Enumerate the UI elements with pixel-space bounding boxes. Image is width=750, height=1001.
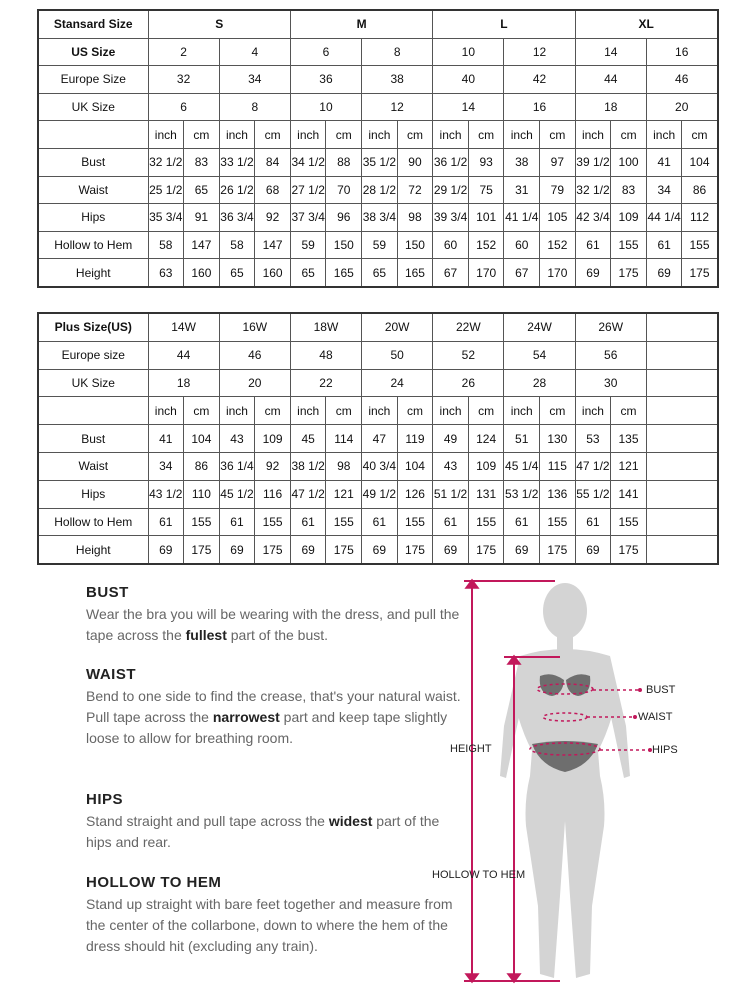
- unit-inch: inch: [433, 397, 469, 425]
- measure-value: 100: [611, 148, 647, 176]
- measure-value: 42 3/4: [575, 204, 611, 232]
- plus-size-table: [37, 312, 719, 565]
- plus-measure-value: 126: [397, 480, 433, 508]
- plus-measure-value: 45 1/2: [219, 480, 255, 508]
- plus-measure-value: 55 1/2: [575, 480, 611, 508]
- plus-measure-label: Waist: [38, 452, 148, 480]
- plus-measure-row: [38, 452, 718, 480]
- plus-eu-value: 56: [575, 341, 646, 369]
- measure-value: 39 1/2: [575, 148, 611, 176]
- plus-measure-value: 155: [326, 508, 362, 536]
- plus-uk-value: 28: [504, 369, 575, 397]
- plus-measure-value: 175: [540, 536, 576, 564]
- uk-size-value: 18: [575, 93, 646, 121]
- eu-size-value: 36: [290, 66, 361, 94]
- plus-measure-value: 175: [611, 536, 647, 564]
- plus-blank: [646, 425, 718, 453]
- measure-value: 29 1/2: [433, 176, 469, 204]
- unit-cm: cm: [184, 121, 220, 149]
- unit-row: [38, 121, 718, 149]
- measure-value: 147: [184, 231, 220, 259]
- plus-measure-value: 45 1/4: [504, 452, 540, 480]
- measure-value: 84: [255, 148, 291, 176]
- plus-measure-value: 109: [468, 452, 504, 480]
- unit-cm: cm: [611, 121, 647, 149]
- measure-row: [38, 204, 718, 232]
- unit-inch: inch: [575, 121, 611, 149]
- measure-value: 36 1/2: [433, 148, 469, 176]
- plus-measure-row: [38, 480, 718, 508]
- plus-measure-value: 38 1/2: [290, 452, 326, 480]
- plus-eu-value: 48: [290, 341, 361, 369]
- uk-size-value: 20: [646, 93, 717, 121]
- unit-cm: cm: [397, 121, 433, 149]
- measure-value: 170: [540, 259, 576, 287]
- eu-size-value: 34: [219, 66, 290, 94]
- measure-value: 38: [504, 148, 540, 176]
- unit-inch: inch: [219, 397, 255, 425]
- measure-value: 86: [682, 176, 718, 204]
- plus-measure-value: 121: [326, 480, 362, 508]
- us-size-value: 2: [148, 38, 219, 66]
- plus-measure-value: 119: [397, 425, 433, 453]
- measure-value: 109: [611, 204, 647, 232]
- unit-inch: inch: [219, 121, 255, 149]
- unit-cm: cm: [255, 121, 291, 149]
- measure-value: 67: [433, 259, 469, 287]
- plus-measure-value: 155: [184, 508, 220, 536]
- uk-size-value: 14: [433, 93, 504, 121]
- measure-row: [38, 176, 718, 204]
- plus-blank: [646, 369, 718, 397]
- plus-measure-value: 61: [290, 508, 326, 536]
- measure-value: 35 3/4: [148, 204, 184, 232]
- plus-measure-value: 155: [397, 508, 433, 536]
- measure-value: 59: [362, 231, 398, 259]
- measure-value: 170: [468, 259, 504, 287]
- plus-measure-value: 69: [219, 536, 255, 564]
- measure-value: 68: [255, 176, 291, 204]
- measure-value: 79: [540, 176, 576, 204]
- measure-value: 28 1/2: [362, 176, 398, 204]
- guide-hips-text: Stand straight and pull tape across the widest part of the hips and rear.: [86, 813, 440, 850]
- plus-measure-label: Hollow to Hem: [38, 508, 148, 536]
- uk-size-value: 6: [148, 93, 219, 121]
- plus-measure-value: 47: [362, 425, 398, 453]
- measure-value: 44 1/4: [646, 204, 682, 232]
- plus-size: 22W: [433, 313, 504, 341]
- plus-measure-value: 69: [504, 536, 540, 564]
- plus-measure-value: 49: [433, 425, 469, 453]
- plus-measure-row: [38, 536, 718, 564]
- measure-value: 75: [468, 176, 504, 204]
- uk-size-value: 10: [290, 93, 361, 121]
- measure-value: 147: [255, 231, 291, 259]
- plus-eu-value: 52: [433, 341, 504, 369]
- measure-value: 36 3/4: [219, 204, 255, 232]
- unit-cm: cm: [397, 397, 433, 425]
- eu-size-value: 46: [646, 66, 717, 94]
- measure-value: 98: [397, 204, 433, 232]
- size-header-row: [38, 10, 718, 38]
- measure-value: 150: [326, 231, 362, 259]
- measure-value: 33 1/2: [219, 148, 255, 176]
- measure-label: Hollow to Hem: [38, 231, 148, 259]
- measure-value: 88: [326, 148, 362, 176]
- unit-cm: cm: [255, 397, 291, 425]
- measure-value: 34: [646, 176, 682, 204]
- us-size-value: 16: [646, 38, 717, 66]
- plus-measure-value: 53 1/2: [504, 480, 540, 508]
- unit-cm: cm: [540, 121, 576, 149]
- guide-bust-text: Wear the bra you will be wearing with the dress, and pull the tape across the fullest part of the bust.: [86, 606, 460, 643]
- plus-measure-value: 51: [504, 425, 540, 453]
- measure-row: [38, 148, 718, 176]
- plus-measure-value: 43 1/2: [148, 480, 184, 508]
- measure-value: 70: [326, 176, 362, 204]
- plus-measure-row: [38, 508, 718, 536]
- unit-inch: inch: [433, 121, 469, 149]
- plus-measure-value: 41: [148, 425, 184, 453]
- uk-size-value: 8: [219, 93, 290, 121]
- measure-value: 165: [397, 259, 433, 287]
- measure-value: 65: [362, 259, 398, 287]
- unit-inch: inch: [575, 397, 611, 425]
- uk-size-value: 12: [362, 93, 433, 121]
- measure-value: 97: [540, 148, 576, 176]
- uk-size-row: [38, 93, 718, 121]
- measure-value: 37 3/4: [290, 204, 326, 232]
- measure-value: 175: [611, 259, 647, 287]
- plus-measure-value: 45: [290, 425, 326, 453]
- size-letter: S: [148, 10, 290, 38]
- plus-measure-value: 110: [184, 480, 220, 508]
- eu-size-value: 44: [575, 66, 646, 94]
- plus-uk-value: 22: [290, 369, 361, 397]
- eu-size-value: 40: [433, 66, 504, 94]
- plus-measure-row: [38, 425, 718, 453]
- plus-measure-value: 61: [219, 508, 255, 536]
- plus-measure-value: 175: [468, 536, 504, 564]
- measure-value: 155: [682, 231, 718, 259]
- us-size-row: [38, 38, 718, 66]
- measure-value: 69: [575, 259, 611, 287]
- us-size-value: 10: [433, 38, 504, 66]
- measure-value: 83: [611, 176, 647, 204]
- guide-hips-title: HIPS: [86, 791, 124, 808]
- measure-value: 175: [682, 259, 718, 287]
- plus-measure-value: 61: [148, 508, 184, 536]
- measure-value: 96: [326, 204, 362, 232]
- plus-size: 26W: [575, 313, 646, 341]
- plus-measure-value: 69: [575, 536, 611, 564]
- measure-value: 31: [504, 176, 540, 204]
- measure-value: 155: [611, 231, 647, 259]
- plus-measure-value: 114: [326, 425, 362, 453]
- measure-value: 83: [184, 148, 220, 176]
- plus-measure-value: 115: [540, 452, 576, 480]
- plus-blank: [646, 397, 718, 425]
- measure-value: 160: [255, 259, 291, 287]
- plus-blank: [646, 480, 718, 508]
- plus-eu-value: 46: [219, 341, 290, 369]
- measure-value: 34 1/2: [290, 148, 326, 176]
- measure-value: 150: [397, 231, 433, 259]
- us-size-label: US Size: [38, 38, 148, 66]
- unit-cm: cm: [184, 397, 220, 425]
- plus-measure-value: 69: [433, 536, 469, 564]
- measure-value: 160: [184, 259, 220, 287]
- plus-measure-value: 131: [468, 480, 504, 508]
- eu-size-value: 38: [362, 66, 433, 94]
- size-letter: XL: [575, 10, 717, 38]
- unit-cm: cm: [468, 121, 504, 149]
- measure-value: 61: [646, 231, 682, 259]
- plus-measure-value: 40 3/4: [362, 452, 398, 480]
- plus-size: 18W: [290, 313, 361, 341]
- guide-hollow-title: HOLLOW TO HEM: [86, 874, 222, 891]
- measure-value: 67: [504, 259, 540, 287]
- guide-waist-text: Bend to one side to find the crease, that's your natural waist. Pull tape across the narrowest part and keep tape slightly loose to allow for breathing room.: [86, 688, 461, 746]
- measure-value: 92: [255, 204, 291, 232]
- label-hollow-to-hem: HOLLOW TO HEM: [432, 869, 526, 881]
- us-size-value: 6: [290, 38, 361, 66]
- unit-cm: cm: [682, 121, 718, 149]
- plus-uk-value: 24: [362, 369, 433, 397]
- measure-value: 25 1/2: [148, 176, 184, 204]
- plus-measure-value: 155: [468, 508, 504, 536]
- measure-value: 72: [397, 176, 433, 204]
- plus-measure-value: 104: [397, 452, 433, 480]
- unit-row-blank: [38, 121, 148, 149]
- measure-value: 60: [504, 231, 540, 259]
- uk-size-label: UK Size: [38, 93, 148, 121]
- measure-value: 61: [575, 231, 611, 259]
- plus-measure-value: 61: [433, 508, 469, 536]
- plus-measure-value: 98: [326, 452, 362, 480]
- plus-size: 14W: [148, 313, 219, 341]
- unit-inch: inch: [290, 397, 326, 425]
- plus-measure-value: 43: [219, 425, 255, 453]
- size-header-label: Stansard Size: [38, 10, 148, 38]
- unit-cm: cm: [326, 121, 362, 149]
- measure-value: 93: [468, 148, 504, 176]
- guide-hips: [86, 791, 466, 853]
- plus-measure-value: 175: [184, 536, 220, 564]
- unit-inch: inch: [148, 397, 184, 425]
- plus-measure-value: 124: [468, 425, 504, 453]
- plus-measure-value: 47 1/2: [290, 480, 326, 508]
- measure-value: 58: [219, 231, 255, 259]
- plus-measure-label: Bust: [38, 425, 148, 453]
- plus-measure-value: 92: [255, 452, 291, 480]
- plus-header-row: [38, 313, 718, 341]
- plus-measure-label: Hips: [38, 480, 148, 508]
- plus-blank: [646, 341, 718, 369]
- measure-value: 32 1/2: [575, 176, 611, 204]
- measure-label: Hips: [38, 204, 148, 232]
- measure-value: 65: [219, 259, 255, 287]
- plus-measure-value: 116: [255, 480, 291, 508]
- plus-measure-value: 155: [540, 508, 576, 536]
- plus-uk-row: [38, 369, 718, 397]
- unit-cm: cm: [468, 397, 504, 425]
- plus-measure-value: 104: [184, 425, 220, 453]
- plus-eu-label: Europe size: [38, 341, 148, 369]
- plus-size: 24W: [504, 313, 575, 341]
- measure-value: 65: [184, 176, 220, 204]
- plus-measure-value: 61: [504, 508, 540, 536]
- label-height: HEIGHT: [450, 743, 492, 755]
- measure-value: 35 1/2: [362, 148, 398, 176]
- uk-size-value: 16: [504, 93, 575, 121]
- us-size-value: 14: [575, 38, 646, 66]
- plus-measure-value: 141: [611, 480, 647, 508]
- measure-value: 90: [397, 148, 433, 176]
- plus-measure-value: 121: [611, 452, 647, 480]
- body-silhouette-icon: [430, 576, 730, 996]
- measure-value: 26 1/2: [219, 176, 255, 204]
- measure-label: Waist: [38, 176, 148, 204]
- measure-value: 38 3/4: [362, 204, 398, 232]
- measure-value: 105: [540, 204, 576, 232]
- unit-inch: inch: [362, 397, 398, 425]
- unit-inch: inch: [646, 121, 682, 149]
- label-waist: WAIST: [638, 711, 673, 723]
- unit-cm: cm: [540, 397, 576, 425]
- plus-measure-value: 53: [575, 425, 611, 453]
- plus-size: 16W: [219, 313, 290, 341]
- measure-label: Bust: [38, 148, 148, 176]
- guide-waist: [86, 666, 466, 749]
- plus-blank: [646, 313, 718, 341]
- label-hips: HIPS: [652, 744, 678, 756]
- measure-value: 63: [148, 259, 184, 287]
- plus-unit-blank: [38, 397, 148, 425]
- measure-value: 60: [433, 231, 469, 259]
- unit-inch: inch: [504, 121, 540, 149]
- plus-measure-value: 175: [326, 536, 362, 564]
- plus-size: 20W: [362, 313, 433, 341]
- us-size-value: 8: [362, 38, 433, 66]
- eu-size-label: Europe Size: [38, 66, 148, 94]
- measure-value: 69: [646, 259, 682, 287]
- measure-value: 59: [290, 231, 326, 259]
- plus-measure-value: 175: [255, 536, 291, 564]
- plus-measure-value: 61: [362, 508, 398, 536]
- plus-header-label: Plus Size(US): [38, 313, 148, 341]
- us-size-value: 12: [504, 38, 575, 66]
- measure-value: 27 1/2: [290, 176, 326, 204]
- eu-size-value: 32: [148, 66, 219, 94]
- plus-measure-value: 136: [540, 480, 576, 508]
- plus-measure-value: 155: [255, 508, 291, 536]
- size-letter: L: [433, 10, 575, 38]
- plus-measure-value: 36 1/4: [219, 452, 255, 480]
- guide-bust: [86, 584, 466, 646]
- measure-value: 41 1/4: [504, 204, 540, 232]
- plus-measure-value: 51 1/2: [433, 480, 469, 508]
- measure-value: 152: [468, 231, 504, 259]
- plus-measure-value: 43: [433, 452, 469, 480]
- plus-measure-value: 34: [148, 452, 184, 480]
- unit-inch: inch: [362, 121, 398, 149]
- unit-inch: inch: [148, 121, 184, 149]
- measure-value: 65: [290, 259, 326, 287]
- plus-eu-value: 54: [504, 341, 575, 369]
- plus-eu-value: 50: [362, 341, 433, 369]
- eu-size-value: 42: [504, 66, 575, 94]
- unit-cm: cm: [326, 397, 362, 425]
- unit-inch: inch: [290, 121, 326, 149]
- measure-row: [38, 259, 718, 287]
- guide-waist-title: WAIST: [86, 666, 136, 683]
- plus-eu-value: 44: [148, 341, 219, 369]
- label-bust: BUST: [646, 684, 676, 696]
- measure-value: 32 1/2: [148, 148, 184, 176]
- plus-measure-label: Height: [38, 536, 148, 564]
- plus-measure-value: 130: [540, 425, 576, 453]
- plus-measure-value: 69: [148, 536, 184, 564]
- guide-bust-title: BUST: [86, 584, 129, 601]
- measure-value: 39 3/4: [433, 204, 469, 232]
- measurement-figure: [430, 576, 730, 996]
- plus-measure-value: 175: [397, 536, 433, 564]
- plus-measure-value: 47 1/2: [575, 452, 611, 480]
- eu-size-row: [38, 66, 718, 94]
- us-size-value: 4: [219, 38, 290, 66]
- guide-hollow-text: Stand up straight with bare feet together and measure from the center of the collarbone, down to where the hem of the dress should hit (excluding any train).: [86, 896, 453, 954]
- plus-measure-value: 86: [184, 452, 220, 480]
- measure-value: 101: [468, 204, 504, 232]
- unit-cm: cm: [611, 397, 647, 425]
- plus-uk-value: 20: [219, 369, 290, 397]
- plus-uk-value: 30: [575, 369, 646, 397]
- measure-value: 104: [682, 148, 718, 176]
- plus-blank: [646, 508, 718, 536]
- measure-value: 41: [646, 148, 682, 176]
- plus-uk-label: UK Size: [38, 369, 148, 397]
- guide-hollow: [86, 874, 466, 957]
- measure-value: 91: [184, 204, 220, 232]
- plus-measure-value: 49 1/2: [362, 480, 398, 508]
- measure-value: 165: [326, 259, 362, 287]
- plus-blank: [646, 452, 718, 480]
- plus-blank: [646, 536, 718, 564]
- measure-value: 152: [540, 231, 576, 259]
- plus-measure-value: 69: [362, 536, 398, 564]
- measure-value: 112: [682, 204, 718, 232]
- measure-label: Height: [38, 259, 148, 287]
- plus-uk-value: 26: [433, 369, 504, 397]
- plus-measure-value: 135: [611, 425, 647, 453]
- unit-inch: inch: [504, 397, 540, 425]
- measure-row: [38, 231, 718, 259]
- standard-size-table: [37, 9, 719, 288]
- measure-value: 58: [148, 231, 184, 259]
- plus-measure-value: 109: [255, 425, 291, 453]
- plus-eu-row: [38, 341, 718, 369]
- plus-uk-value: 18: [148, 369, 219, 397]
- plus-measure-value: 155: [611, 508, 647, 536]
- plus-unit-row: [38, 397, 718, 425]
- plus-measure-value: 61: [575, 508, 611, 536]
- plus-measure-value: 69: [290, 536, 326, 564]
- size-letter: M: [290, 10, 432, 38]
